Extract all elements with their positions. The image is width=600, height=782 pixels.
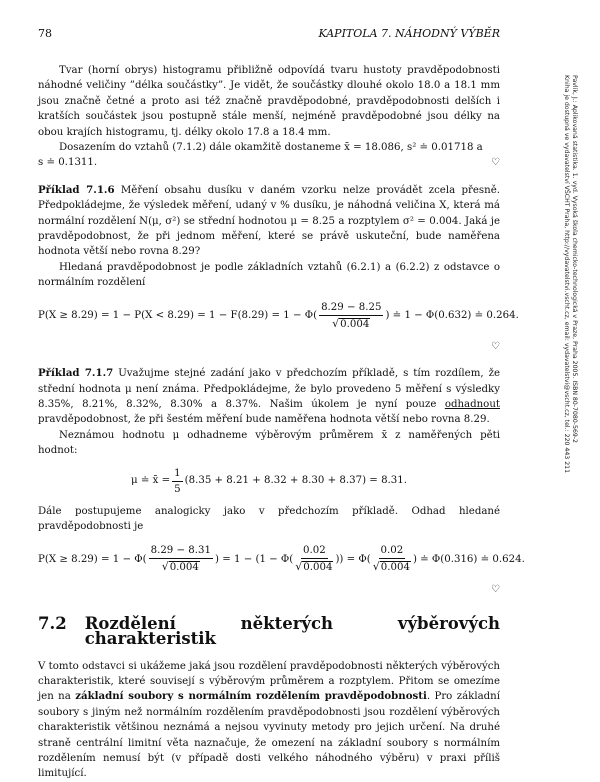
- section-paragraph-text-b: . Pro základní soubory s jiným než normálním rozdělením pravděpodobnosti jsou rozdělení výběrových charakteristik většinou neznámá a nejsou vyvinuty metody pro jejich určení. Na druhé straně centrální limitní věta naznačuje, že omezení na základní soubory s normálním rozdělením nemusí být (v případě dosti velkého náhodného výběru) v praxi příliš limitující.: [38, 691, 500, 780]
- example-716: [38, 183, 500, 260]
- equation-717-mean-right: (8.35 + 8.21 + 8.32 + 8.30 + 8.37) = 8.31.: [184, 475, 407, 487]
- fraction-numerator: 8.29 − 8.25: [319, 301, 383, 316]
- fraction-denominator: √0.004: [161, 560, 199, 574]
- example-717-paragraph-2: Neznámou hodnotu μ odhadneme výběrovým průměrem x̄ z naměřených pěti hodnot:: [38, 429, 500, 457]
- intro-paragraph-1: Tvar (horní obrys) histogramu přibližně odpovídá tvaru hustoty pravděpodobnosti náhodné veličiny ”délka součástky”. Je vidět, že součástky dlouhé okolo 18.0 a 18.1 mm jsou značně četné a proto asi též značně pravděpodobné, pravděpodobnosti delších i kratších součástek jsou postupně stále menší, nejméně pravděpodobné jsou délky na obou krajích histogramu, tj. délky okolo 17.8 a 18.4 mm.: [38, 65, 500, 138]
- equation-716: [38, 301, 519, 331]
- example-717-underlined: odhadnout: [444, 398, 500, 410]
- equation-717-part-a: P(X ≥ 8.29) = 1 − Φ(: [38, 553, 147, 565]
- side-note-line-2: Kniha je dostupná ve vydavatelství VŠCHT Praha, http://vydavatelstvi.vscht.cz, email: vydavatelstvi@vscht.cz, tel.: 220 443 211: [563, 75, 570, 474]
- equation-717-mean: [38, 467, 500, 496]
- page-body: [38, 63, 525, 782]
- section-title: Rozdělení některých výběrových charakteristik: [84, 613, 500, 649]
- page-number: 78: [38, 27, 52, 40]
- fraction-numerator: 1: [172, 467, 182, 482]
- fraction-numerator: 0.02: [301, 544, 328, 559]
- example-717-text-b: pravděpodobnost, že při šestém měření bude naměřena hodnota větší nebo rovna 8.29.: [38, 414, 490, 426]
- fraction: [373, 544, 411, 574]
- equation-717-part-d: ) ≐ Φ(0.316) ≐ 0.624.: [412, 553, 525, 565]
- fraction-numerator: 8.29 − 8.31: [149, 544, 213, 559]
- example-716-paragraph-2: Hledaná pravděpodobnost je podle základních vztahů (6.2.1) a (6.2.2) z odstavce o normálním rozdělení: [38, 261, 500, 289]
- sqrt-icon: √: [332, 316, 340, 330]
- section-paragraph: [38, 659, 500, 782]
- equation-716-right: ) ≐ 1 − Φ(0.632) ≐ 0.264.: [385, 309, 519, 321]
- fraction: [295, 544, 333, 574]
- equation-716-left: P(X ≥ 8.29) = 1 − P(X < 8.29) = 1 − F(8.29) = 1 − Φ(: [38, 309, 318, 321]
- fraction: [149, 544, 213, 574]
- example-717-label: Příklad 7.1.7: [38, 367, 114, 380]
- equation-717-part-b: ) = 1 − (1 − Φ(: [214, 553, 294, 565]
- section-paragraph-text-a: V tomto odstavci si ukážeme jaká jsou rozdělení pravděpodobnosti některých výběrových charakteristik, které souvisejí s výběrovým průměrem a rozptylem. Přitom se omezíme jen na: [38, 660, 500, 703]
- fraction-denominator: √0.004: [372, 560, 410, 574]
- running-head: [38, 27, 500, 40]
- equation-717-probability: [38, 544, 525, 574]
- example-717-paragraph-3: Dále postupujeme analogicky jako v předchozím příkladě. Odhad hledané pravděpodobnosti je: [38, 505, 500, 532]
- equation-717-mean-left: μ ≐ x̄ =: [131, 475, 171, 487]
- example-716-text: Měření obsahu dusíku v daném vzorku nelze provádět zcela přesně. Předpokládejme, že výsledek měření, udaný v % dusíku, je náhodná veličina X, která má normální rozdělení N(μ, σ²) se střední hodnotou μ = 8.25 a rozptylem σ² = 0.004. Jaká je pravděpodobnost, že při jednom měření, které se právě uskuteční, bude naměřena hodnota větší nebo rovna 8.29?: [38, 184, 500, 258]
- intro-paragraph-2-end: s ≐ 0.1311.: [38, 157, 98, 169]
- example-717-text-a: Uvažujme stejné zadání jako v předchozím příkladě, s tím rozdílem, že střední hodnota μ není známa. Předpokládejme, že bylo provedeno 5 měření s výsledky 8.35%, 8.21%, 8.32%, 8.30% a 8.37%. Našim úkolem je nyní pouze: [38, 368, 500, 410]
- example-717: [38, 366, 500, 428]
- section-heading: [38, 613, 500, 649]
- chapter-title: KAPITOLA 7. NÁHODNÝ VÝBĚR: [318, 27, 500, 40]
- section-number: 7.2: [38, 613, 67, 633]
- section-paragraph-bold: základní soubory s normálním rozdělením pravděpodobnosti: [75, 690, 427, 703]
- fraction: [172, 467, 182, 496]
- fraction-numerator: 0.02: [379, 544, 406, 559]
- example-716-label: Příklad 7.1.6: [38, 183, 115, 196]
- intro-paragraph-2-text: Dosazením do vztahů (7.1.2) dále okamžitě dostaneme x̄ = 18.086, s² ≐ 0.01718 a: [59, 142, 483, 154]
- qed-symbol: ♡: [491, 157, 500, 169]
- fraction-denominator: √0.004: [295, 560, 333, 574]
- qed-symbol: ♡: [491, 584, 500, 596]
- sqrt-icon: √: [161, 560, 169, 574]
- sqrt-icon: √: [372, 560, 380, 574]
- fraction-denominator: √0.004: [332, 316, 370, 330]
- intro-last-line: [38, 155, 500, 170]
- intro-paragraph-2: [38, 140, 500, 155]
- fraction-denominator: 5: [174, 483, 181, 495]
- side-note-line-1: Pavlík, J.: Aplikovaná statistika. 1. vyd. Vysoká škola chemicko-technologická v Praze, Praha 2005. ISBN 80-7080-569-2: [571, 75, 578, 443]
- side-note-text: [562, 75, 578, 473]
- fraction: [319, 301, 383, 331]
- equation-717-part-c: )) = Φ(: [335, 553, 371, 565]
- side-note: [563, 75, 578, 675]
- sqrt-icon: √: [295, 560, 303, 574]
- qed-symbol: ♡: [491, 340, 500, 352]
